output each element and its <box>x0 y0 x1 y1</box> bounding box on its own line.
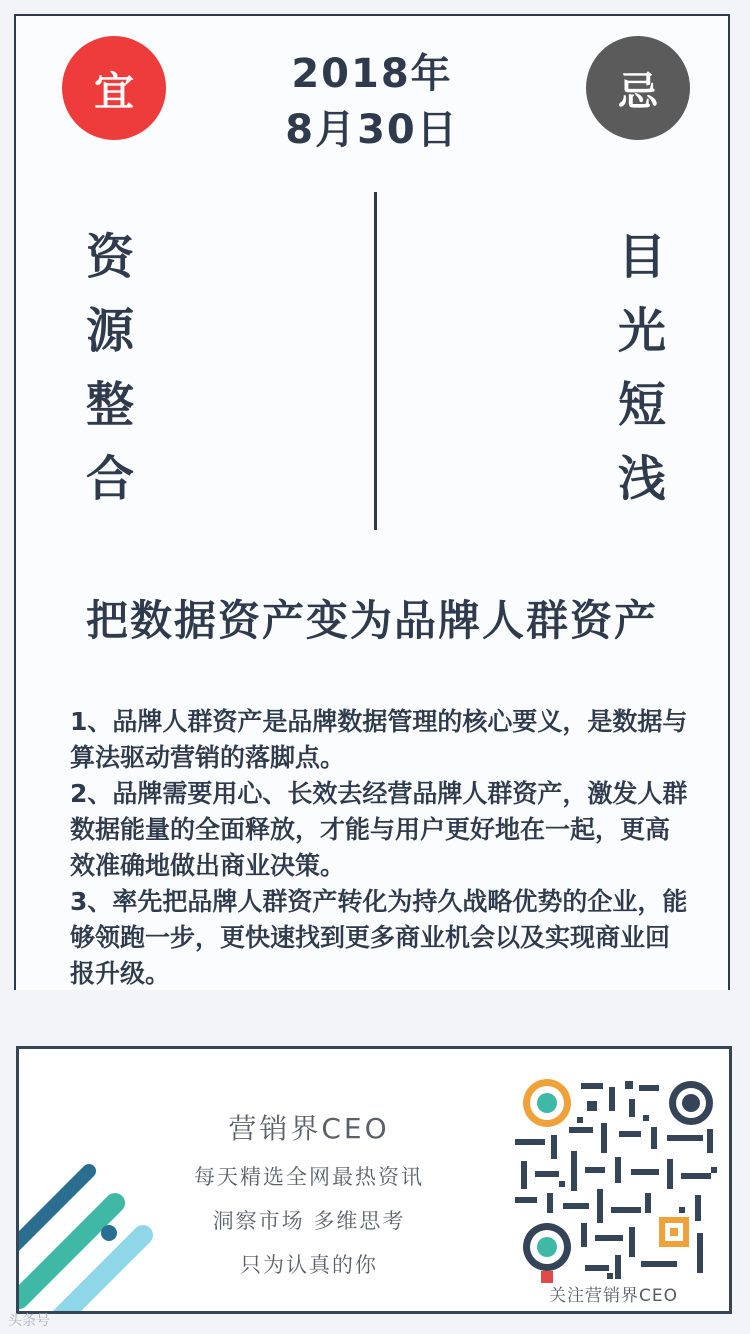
paragraph-2: 2、品牌需要用心、长效去经营品牌人群资产，激发人群数据能量的全面释放，才能与用户更好地在一起，更高效准确地做出商业决策。 <box>70 779 688 880</box>
paragraph-1: 1、品牌人群资产是品牌数据管理的核心要义，是数据与算法驱动营销的落脚点。 <box>70 707 688 772</box>
bad-item <box>612 220 672 516</box>
bad-char: 目 <box>617 229 666 285</box>
qr-code-icon[interactable] <box>511 1077 717 1283</box>
body-text <box>70 704 688 992</box>
date-day: 8月30日 <box>285 107 459 153</box>
center-divider <box>374 192 377 530</box>
qr-caption: 关注营销界CEO <box>549 1286 678 1306</box>
bad-badge: 忌 <box>586 36 690 140</box>
good-char: 合 <box>85 451 134 507</box>
bad-char: 光 <box>617 303 666 359</box>
watermark: 头条号 <box>8 1313 50 1329</box>
good-char: 整 <box>85 377 134 433</box>
bad-char: 短 <box>617 377 666 433</box>
date-display <box>16 46 728 158</box>
tagline-1: 每天精选全网最热资讯 <box>194 1165 424 1189</box>
decorative-stripes <box>19 1159 179 1314</box>
tagline-3: 只为认真的你 <box>240 1253 378 1277</box>
good-char: 源 <box>85 303 134 359</box>
calendar-card <box>14 14 730 990</box>
paragraph-3: 3、率先把品牌人群资产转化为持久战略优势的企业，能够领跑一步，更快速找到更多商业机会以及实现商业回报升级。 <box>70 887 688 988</box>
brand-title: 营销界CEO <box>228 1112 390 1145</box>
good-badge: 宜 <box>62 36 166 140</box>
footer-card <box>16 1046 732 1314</box>
good-char: 资 <box>85 229 134 285</box>
good-item <box>80 220 140 516</box>
tagline-2: 洞察市场 多维思考 <box>212 1209 406 1233</box>
headline: 把数据资产变为品牌人群资产 <box>85 596 658 645</box>
bad-char: 浅 <box>617 451 666 507</box>
brand-block <box>159 1107 459 1279</box>
date-year: 2018年 <box>291 51 453 97</box>
